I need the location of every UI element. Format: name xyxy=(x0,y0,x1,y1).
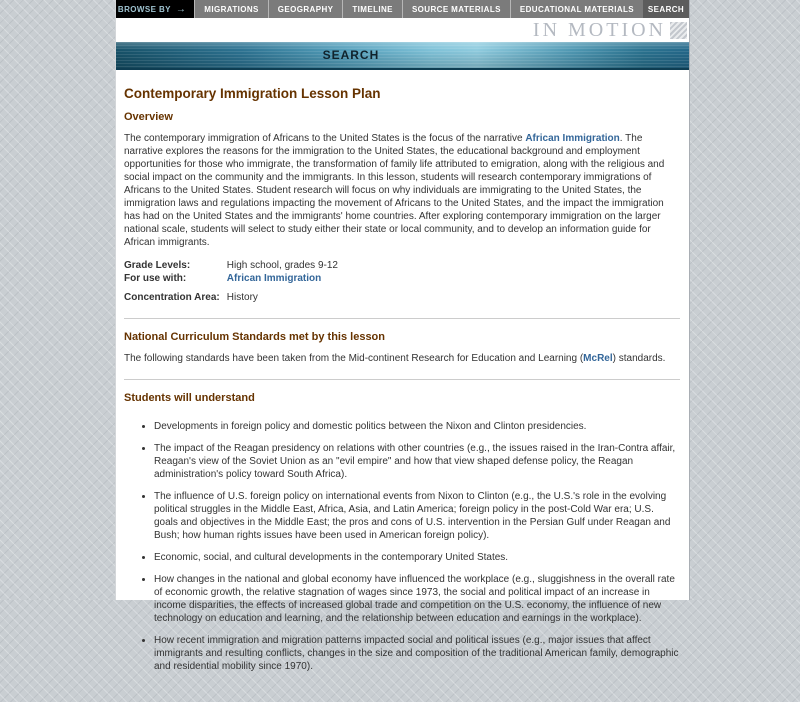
concentration-area-label: Concentration Area: xyxy=(124,292,220,303)
grade-levels-row xyxy=(124,259,680,272)
understand-list xyxy=(124,420,680,673)
for-use-with-row xyxy=(124,272,680,285)
overview-paragraph xyxy=(124,132,680,249)
page-title: Contemporary Immigration Lesson Plan xyxy=(124,86,381,101)
lesson-plan-content xyxy=(116,70,689,702)
list-item: • How recent immigration and migration patterns impacted social and political issues (e.g., major issues that affect immigrants and resulting conflicts, changes in the size and composition of the traditional American family, demographic and residential mobility since 1970). xyxy=(154,634,680,673)
divider xyxy=(124,379,680,380)
content-column xyxy=(115,0,690,672)
nav-item-timeline[interactable]: TIMELINE xyxy=(342,0,402,18)
for-use-with-link[interactable]: African Immigration xyxy=(226,273,322,284)
concentration-area-row xyxy=(124,291,680,304)
nav-item-migrations[interactable]: MIGRATIONS xyxy=(194,0,268,18)
african-immigration-link[interactable]: African Immigration xyxy=(525,133,620,144)
grade-levels-value: High school, grades 9-12 xyxy=(226,260,338,271)
nav-item-search[interactable]: SEARCH xyxy=(643,0,689,18)
standards-text-2: ) standards. xyxy=(612,353,666,364)
browse-by-text: BROWSE BY xyxy=(117,4,171,14)
list-item: • The impact of the Reagan presidency on relations with other countries (e.g., the issues raised in the Iran-Contra affair, Reagan's view of the Soviet Union as an "evil empire" and how that view shaped defense policy, the Reagan administration's policy toward South Africa). xyxy=(154,442,680,481)
lesson-meta xyxy=(124,259,680,304)
standards-paragraph xyxy=(124,352,680,365)
list-item: • The influence of U.S. foreign policy on international events from Nixon to Clinton (e.g., the U.S.'s role in the evolving political struggles in the Middle East, Africa, Asia, and Latin America; foreign policy in the post-Cold War era; U.S. goals and objectives in the Middle East; the pros and cons of U.S. intervention in the Persian Gulf under Reagan and Bush; how human rights issues have been used in American foreign policy). xyxy=(154,490,680,542)
nav-item-geography[interactable]: GEOGRAPHY xyxy=(268,0,343,18)
right-arrow-icon: → xyxy=(175,3,187,15)
divider xyxy=(124,318,680,319)
concentration-area-value: History xyxy=(226,292,258,303)
overview-text-2: . The narrative explores the reasons for the immigration to the United States, the educational background and employment opportunities for those who immigrate, the transformation of family life attributed to emigration, along with the religious and social impact on the community and the immigrants. In this lesson, students will research contemporary immigrations of Africans to the United States. Student research will focus on why individuals are immigrating to the United States, the immigration laws and regulations impacting the movement of Africans to the United States, and the impact the immigration has had on the United States and the immigrants' home countries. After exploring contemporary immigration on the larger national scale, students will select to study either their state or local community, and to develop an information guide for African immigrants. xyxy=(124,133,665,248)
nav-item-source-materials[interactable]: SOURCE MATERIALS xyxy=(402,0,510,18)
mcrel-link[interactable]: McRel xyxy=(583,353,613,364)
section-banner xyxy=(116,42,689,70)
in-motion-logo[interactable]: IN MOTION xyxy=(532,19,666,41)
nav-item-educational-materials[interactable]: EDUCATIONAL MATERIALS xyxy=(510,0,643,18)
list-item: • Developments in foreign policy and domestic politics between the Nixon and Clinton presidencies. xyxy=(154,420,680,433)
logo-strip xyxy=(116,18,689,42)
list-item: • How changes in the national and global economy have influenced the workplace (e.g., sluggishness in the overall rate of economic growth, the relative stagnation of wages since 1973, the social and political impact of an increase in income disparities, the effects of increased global trade and competition on the U.S. economy, the influence of new technology on education and learning, and the relationship between education and earnings in the workplace). xyxy=(154,573,680,625)
logo-pattern-icon xyxy=(670,22,687,39)
overview-text-1: The contemporary immigration of Africans to the United States is the focus of the narrative xyxy=(124,133,526,144)
standards-text-1: The following standards have been taken from the Mid-continent Research for Education and Learning ( xyxy=(124,353,584,364)
top-navigation xyxy=(116,0,689,18)
grade-levels-label: Grade Levels: xyxy=(124,260,191,271)
section-banner-title: SEARCH xyxy=(322,48,380,62)
overview-heading: Overview xyxy=(124,111,173,123)
for-use-with-label: For use with: xyxy=(124,273,187,284)
standards-heading: National Curriculum Standards met by this lesson xyxy=(124,331,385,343)
understand-heading: Students will understand xyxy=(124,392,255,404)
list-item: • Economic, social, and cultural developments in the contemporary United States. xyxy=(154,551,680,564)
browse-by-label xyxy=(116,0,194,18)
